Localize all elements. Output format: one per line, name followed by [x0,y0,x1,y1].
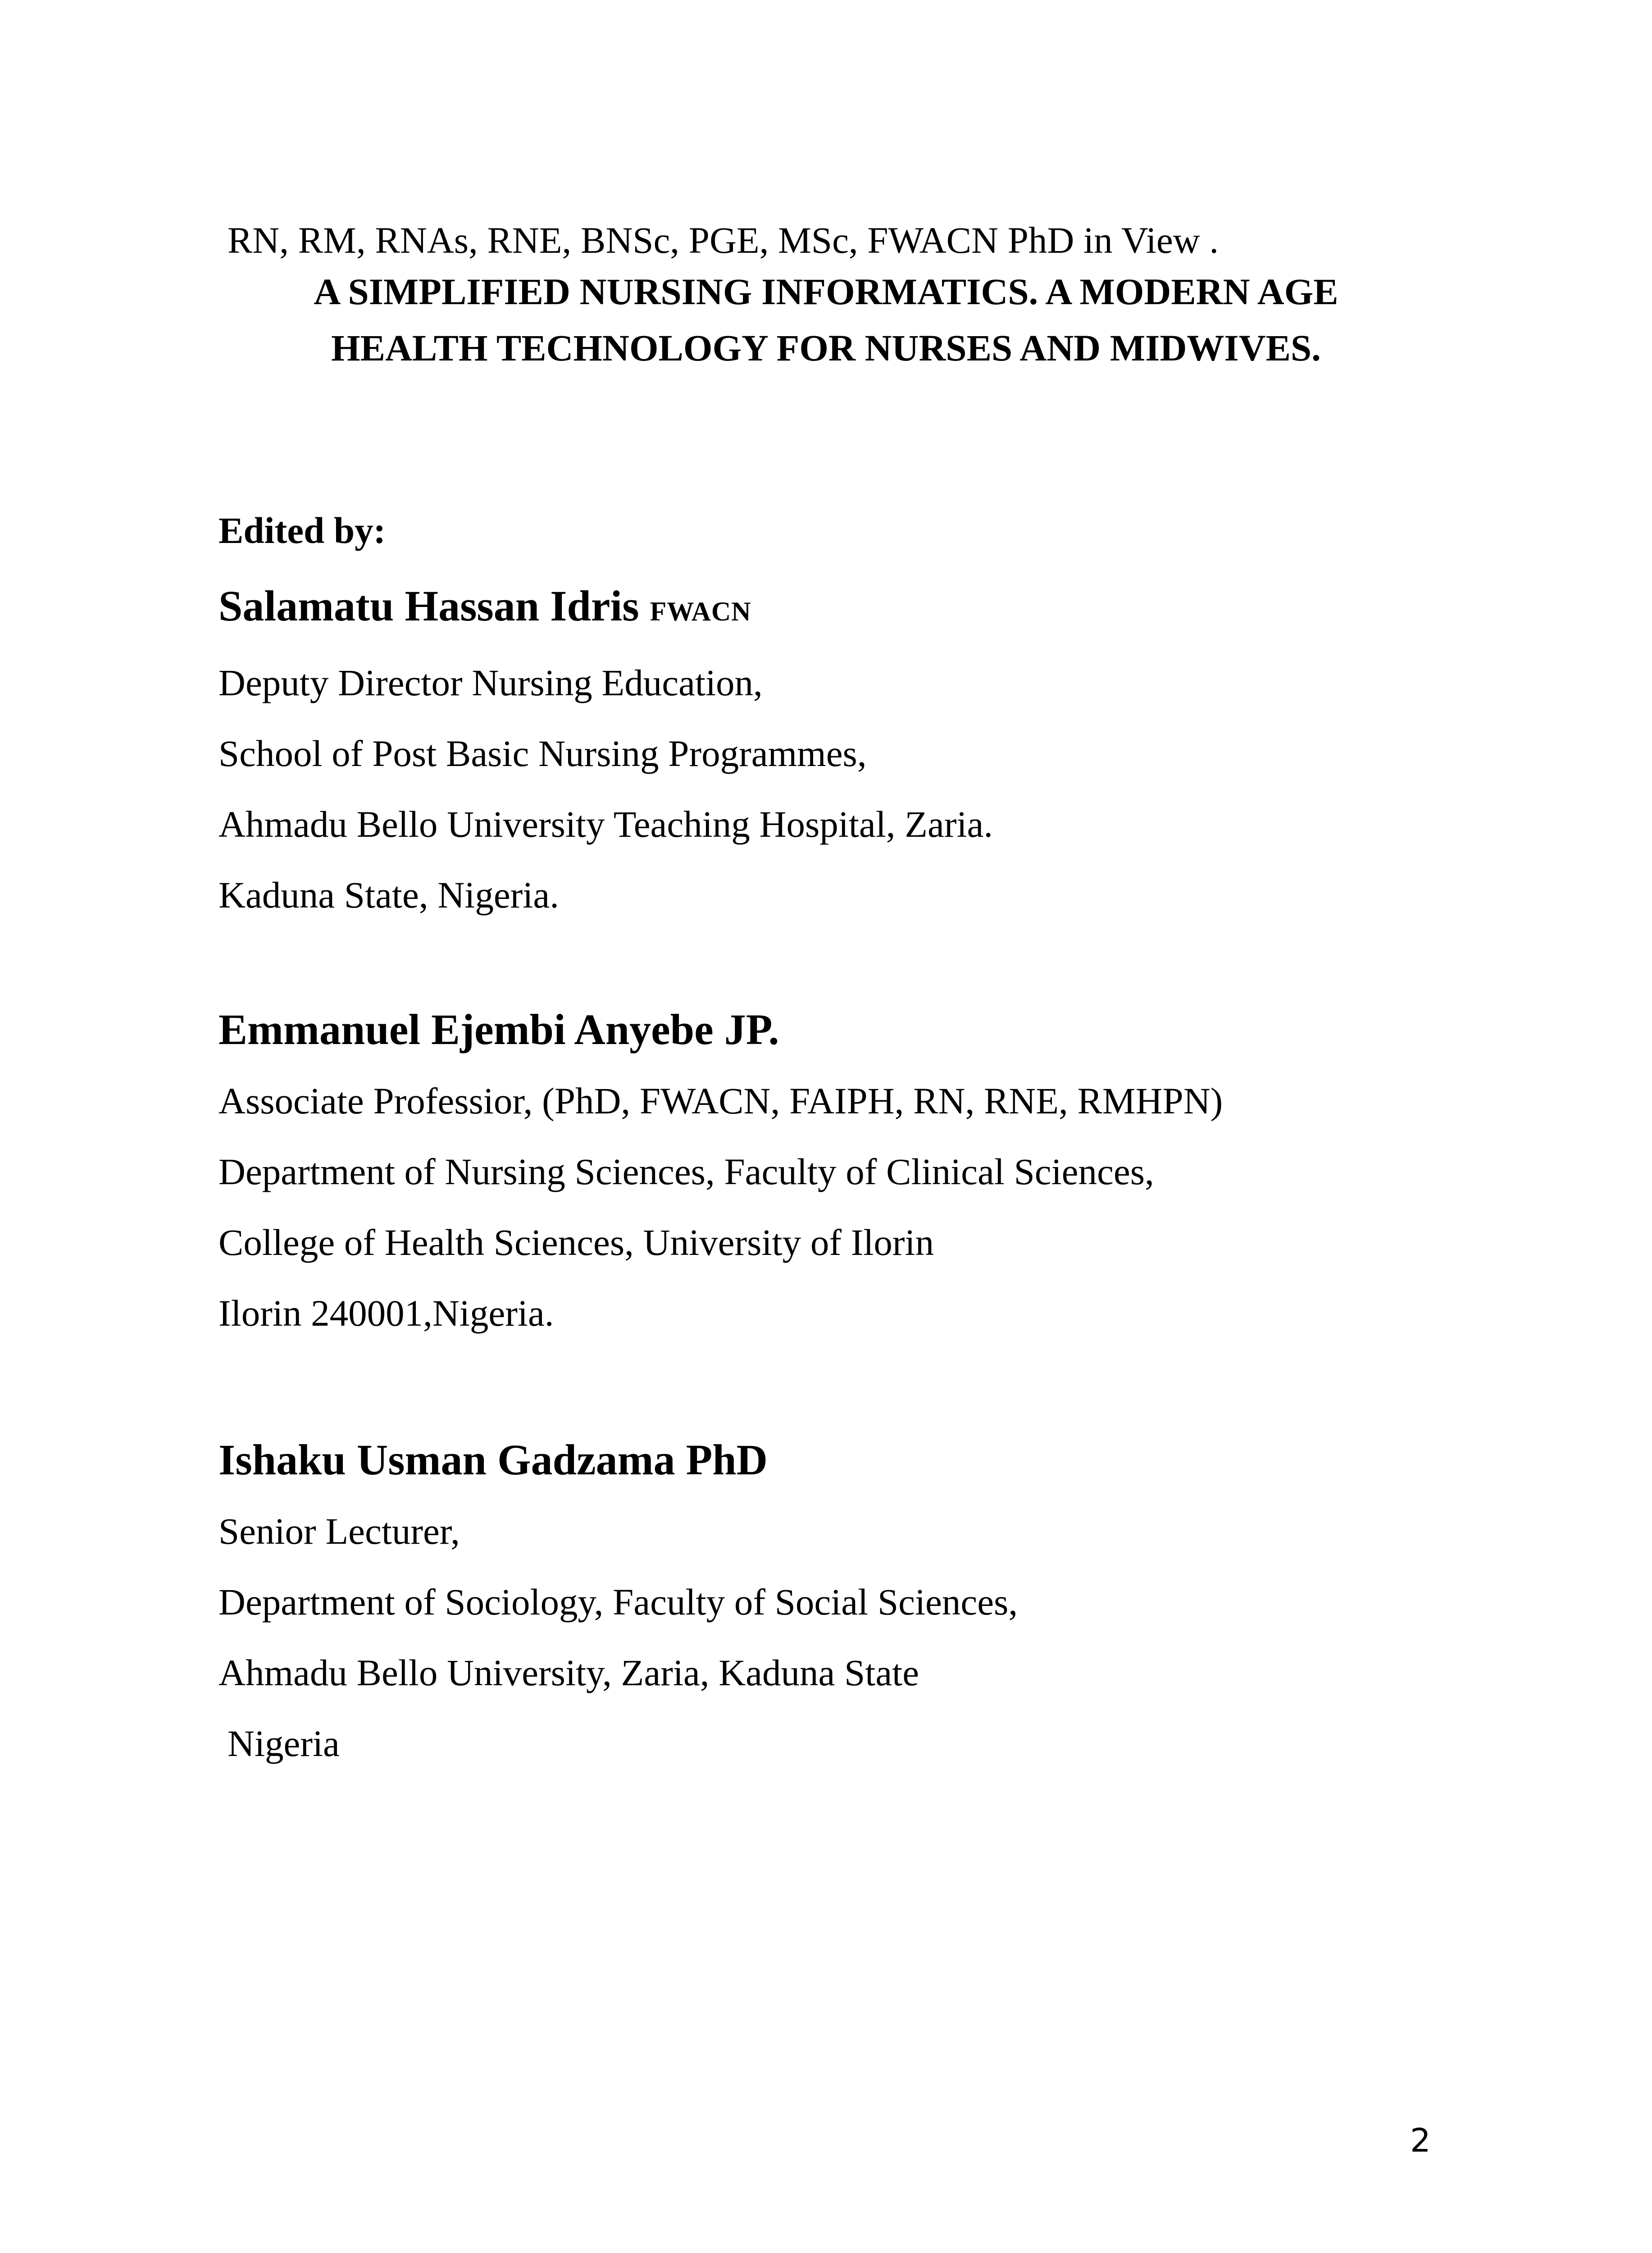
edited-by-heading: Edited by: [218,510,386,551]
book-title-line-2: HEALTH TECHNOLOGY FOR NURSES AND MIDWIVES. [331,327,1321,369]
editor-affiliation-line: Associate Professior, (PhD, FWACN, FAIPH, RN, RNE, RMHPN) [218,1080,1223,1122]
editor-affiliation-line: Department of Nursing Sciences, Faculty of Clinical Sciences, [218,1151,1154,1192]
page-number: 2 [1410,2121,1431,2159]
editor-block-2 [218,998,1223,1349]
editor-affiliation-line: Nigeria [228,1723,340,1764]
editor-name-suffix: FWACN [650,597,751,626]
editor-affiliation-line: Senior Lecturer, [218,1510,460,1552]
editor-affiliation-line: Kaduna State, Nigeria. [218,874,559,916]
editor-affiliation-line: Deputy Director Nursing Education, [218,662,763,703]
editor-affiliation-line: Ilorin 240001,Nigeria. [218,1292,554,1334]
editor-affiliation-line: Department of Sociology, Faculty of Social Sciences, [218,1581,1018,1623]
editor-affiliation-line: Ahmadu Bello University, Zaria, Kaduna State [218,1652,919,1693]
editor-affiliation-line: School of Post Basic Nursing Programmes, [218,733,867,774]
editor-affiliation-line: Ahmadu Bello University Teaching Hospital, Zaria. [218,803,993,845]
editor-name: Emmanuel Ejembi Anyebe JP. [218,1005,779,1054]
editor-block-3 [218,1428,1018,1779]
editor-name: Ishaku Usman Gadzama PhD [218,1436,768,1484]
book-title-line-1: A SIMPLIFIED NURSING INFORMATICS. A MODERN AGE [314,271,1338,312]
editor-name-text: Salamatu Hassan Idris [218,582,639,630]
editor-affiliation-line: College of Health Sciences, University of Ilorin [218,1222,934,1263]
book-title [0,264,1652,376]
author-credentials: RN, RM, RNAs, RNE, BNSc, PGE, MSc, FWACN PhD in View . [228,219,1219,261]
editor-block-1 [218,575,993,930]
editor-name [218,575,993,643]
